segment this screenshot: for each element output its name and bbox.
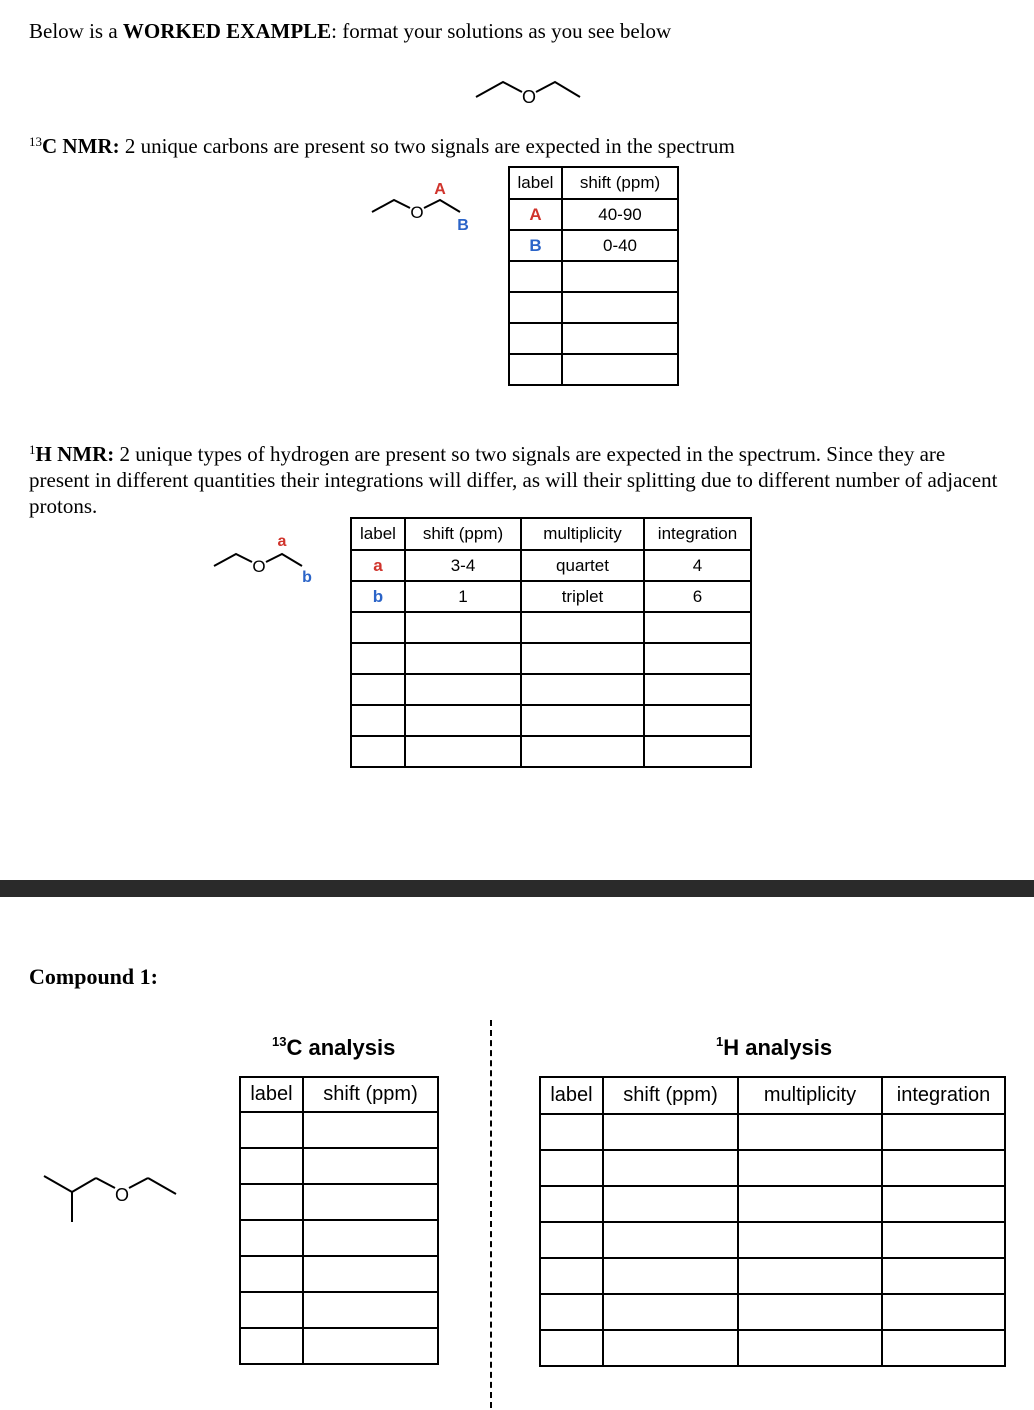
answer-cell[interactable] <box>882 1186 1005 1222</box>
h1-heading-text: 2 unique types of hydrogen are present so two signals are expected in the spectrum. Since they are present in different quantities their integrations will differ, as will their splitting due to different number of adjacent protons. <box>29 442 998 518</box>
answer-cell[interactable] <box>303 1184 438 1220</box>
empty-cell <box>562 354 678 385</box>
section-divider <box>0 880 1034 897</box>
empty-cell <box>405 674 521 705</box>
header-cell: shift (ppm) <box>303 1077 438 1112</box>
c13-heading-text: 2 unique carbons are present so two signals are expected in the spectrum <box>119 134 735 158</box>
compound-1-title: Compound 1: <box>29 964 158 989</box>
answer-cell[interactable] <box>240 1256 303 1292</box>
label-cell: b <box>351 581 405 612</box>
header-cell: label <box>351 518 405 550</box>
h1-superscript: 1 <box>29 442 36 457</box>
header-cell: shift (ppm) <box>603 1077 738 1114</box>
answer-cell[interactable] <box>540 1330 603 1366</box>
oxygen-atom: O <box>521 87 537 107</box>
h1-example-table <box>350 517 752 768</box>
c13-analysis-text: C analysis <box>286 1035 396 1060</box>
c13-example-table <box>508 166 679 386</box>
multiplicity-cell: quartet <box>521 550 644 581</box>
answer-cell[interactable] <box>603 1258 738 1294</box>
answer-cell[interactable] <box>240 1292 303 1328</box>
empty-cell <box>521 674 644 705</box>
header-cell: shift (ppm) <box>562 167 678 199</box>
empty-cell <box>351 736 405 767</box>
answer-cell[interactable] <box>738 1186 882 1222</box>
empty-cell <box>351 643 405 674</box>
empty-cell <box>562 261 678 292</box>
header-cell: label <box>240 1077 303 1112</box>
c13-analysis-superscript: 13 <box>272 1034 287 1049</box>
diethyl-ether-structure <box>470 70 590 110</box>
h1-analysis-title <box>716 1034 832 1061</box>
c13-heading-bold: C NMR: <box>42 134 120 158</box>
oxygen-atom: O <box>114 1185 130 1205</box>
empty-cell <box>405 736 521 767</box>
answer-cell[interactable] <box>603 1186 738 1222</box>
header-cell: integration <box>882 1077 1005 1114</box>
intro-suffix: : format your solutions as you see below <box>331 19 672 43</box>
h1-analysis-text: H analysis <box>723 1035 833 1060</box>
answer-cell[interactable] <box>738 1330 882 1366</box>
answer-cell[interactable] <box>240 1112 303 1148</box>
compound-1-structure <box>40 1168 185 1228</box>
answer-cell[interactable] <box>603 1294 738 1330</box>
answer-cell[interactable] <box>303 1148 438 1184</box>
answer-cell[interactable] <box>882 1294 1005 1330</box>
answer-cell[interactable] <box>303 1328 438 1364</box>
empty-cell <box>351 612 405 643</box>
intro-bold: WORKED EXAMPLE <box>122 19 332 43</box>
header-cell: multiplicity <box>738 1077 882 1114</box>
integration-cell: 4 <box>644 550 751 581</box>
answer-cell[interactable] <box>882 1114 1005 1150</box>
header-cell: label <box>540 1077 603 1114</box>
answer-cell[interactable] <box>882 1258 1005 1294</box>
label-cell: B <box>509 230 562 261</box>
integration-cell: 6 <box>644 581 751 612</box>
empty-cell <box>562 323 678 354</box>
h1-heading <box>29 437 1009 519</box>
header-cell: integration <box>644 518 751 550</box>
answer-cell[interactable] <box>303 1292 438 1328</box>
h1-example-structure <box>210 530 320 590</box>
empty-cell <box>509 292 562 323</box>
answer-cell[interactable] <box>882 1222 1005 1258</box>
empty-cell <box>509 261 562 292</box>
empty-cell <box>521 612 644 643</box>
answer-cell[interactable] <box>540 1186 603 1222</box>
shift-cell: 0-40 <box>562 230 678 261</box>
answer-cell[interactable] <box>738 1222 882 1258</box>
c13-analysis-title <box>272 1034 395 1061</box>
header-cell: label <box>509 167 562 199</box>
empty-cell <box>351 705 405 736</box>
empty-cell <box>562 292 678 323</box>
answer-cell[interactable] <box>882 1150 1005 1186</box>
answer-cell[interactable] <box>540 1222 603 1258</box>
empty-cell <box>521 736 644 767</box>
answer-cell[interactable] <box>882 1330 1005 1366</box>
oxygen-atom: O <box>252 557 266 576</box>
shift-cell: 3-4 <box>405 550 521 581</box>
empty-cell <box>509 354 562 385</box>
empty-cell <box>644 612 751 643</box>
c13-example-structure <box>368 176 478 236</box>
empty-cell <box>644 643 751 674</box>
hydrogen-label-b: b <box>302 569 312 586</box>
hydrogen-label-a: a <box>277 533 287 550</box>
answer-cell[interactable] <box>738 1258 882 1294</box>
answer-cell[interactable] <box>603 1222 738 1258</box>
answer-cell[interactable] <box>240 1328 303 1364</box>
h1-analysis-superscript: 1 <box>716 1034 724 1049</box>
label-cell: A <box>509 199 562 230</box>
h1-answer-table <box>539 1076 1006 1367</box>
carbon-label-b: B <box>457 217 469 234</box>
answer-cell[interactable] <box>240 1220 303 1256</box>
c13-heading <box>29 134 735 159</box>
answer-cell[interactable] <box>738 1114 882 1150</box>
intro-prefix: Below is a <box>29 19 123 43</box>
answer-cell[interactable] <box>303 1256 438 1292</box>
shift-cell: 1 <box>405 581 521 612</box>
empty-cell <box>509 323 562 354</box>
empty-cell <box>351 674 405 705</box>
empty-cell <box>644 736 751 767</box>
multiplicity-cell: triplet <box>521 581 644 612</box>
empty-cell <box>405 612 521 643</box>
answer-cell[interactable] <box>240 1184 303 1220</box>
h1-heading-bold: H NMR: <box>35 442 115 466</box>
answer-cell[interactable] <box>540 1294 603 1330</box>
panel-separator <box>490 1020 492 1408</box>
empty-cell <box>521 643 644 674</box>
c13-superscript: 13 <box>29 134 42 149</box>
carbon-label-a: A <box>434 181 446 198</box>
empty-cell <box>521 705 644 736</box>
empty-cell <box>405 705 521 736</box>
answer-cell[interactable] <box>540 1150 603 1186</box>
intro-text <box>29 19 671 44</box>
answer-cell[interactable] <box>738 1150 882 1186</box>
label-cell: a <box>351 550 405 581</box>
header-cell: shift (ppm) <box>405 518 521 550</box>
oxygen-atom: O <box>410 203 424 222</box>
answer-cell[interactable] <box>303 1112 438 1148</box>
answer-cell[interactable] <box>540 1114 603 1150</box>
empty-cell <box>644 705 751 736</box>
header-cell: multiplicity <box>521 518 644 550</box>
answer-cell[interactable] <box>540 1258 603 1294</box>
answer-cell[interactable] <box>303 1220 438 1256</box>
answer-cell[interactable] <box>603 1114 738 1150</box>
answer-cell[interactable] <box>738 1294 882 1330</box>
c13-answer-table <box>239 1076 439 1365</box>
empty-cell <box>405 643 521 674</box>
empty-cell <box>644 674 751 705</box>
answer-cell[interactable] <box>240 1148 303 1184</box>
shift-cell: 40-90 <box>562 199 678 230</box>
answer-cell[interactable] <box>603 1330 738 1366</box>
answer-cell[interactable] <box>603 1150 738 1186</box>
